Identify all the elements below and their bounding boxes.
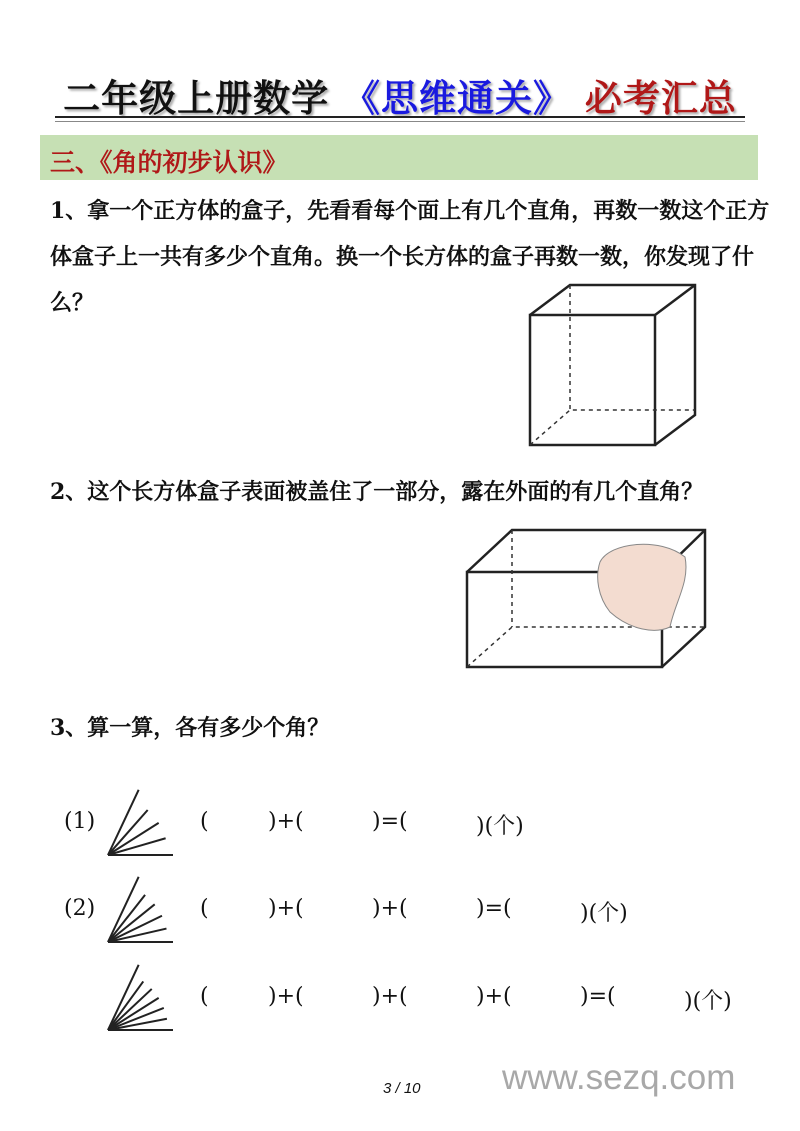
answer-blank-segment: )(个) bbox=[684, 989, 732, 1014]
question-3: 3、算一算，各有多少个角？ bbox=[50, 715, 330, 741]
answer-blank-segment: )(个) bbox=[580, 901, 628, 926]
answer-blank-segment: )(个) bbox=[476, 814, 524, 839]
answer-blank-segment: )+( bbox=[476, 984, 512, 1009]
section-header bbox=[40, 135, 758, 180]
title-summary: 必考汇总 bbox=[584, 76, 737, 120]
watermark: www.sezq.com bbox=[502, 1058, 736, 1097]
answer-blank-segment: )=( bbox=[476, 896, 512, 921]
exercise-label: (1) bbox=[64, 809, 96, 834]
section-title: 三、《角的初步认识》 bbox=[50, 148, 288, 177]
angle-rays-icon bbox=[100, 960, 175, 1040]
exercise-row bbox=[0, 785, 800, 865]
answer-blank-segment: ( bbox=[200, 984, 209, 1009]
cube-figure bbox=[505, 280, 710, 455]
answer-blank-segment: ( bbox=[200, 896, 209, 921]
answer-blank-segment: )+( bbox=[268, 809, 304, 834]
answer-blank-segment: )+( bbox=[372, 984, 408, 1009]
exercise-row bbox=[0, 960, 800, 1040]
answer-blank-segment: )=( bbox=[372, 809, 408, 834]
cuboid-figure bbox=[460, 522, 710, 674]
exercise-label: (2) bbox=[64, 896, 96, 921]
hand-cover bbox=[598, 544, 686, 630]
angle-rays-icon bbox=[100, 785, 175, 865]
title-underline bbox=[55, 116, 745, 122]
answer-blank-segment: )+( bbox=[268, 984, 304, 1009]
angle-rays-icon bbox=[100, 872, 175, 952]
page-number: 3 / 10 bbox=[383, 1080, 421, 1097]
exercise-row bbox=[0, 872, 800, 952]
question-2: 2、这个长方体盒子表面被盖住了一部分，露在外面的有几个直角？ bbox=[50, 479, 704, 505]
answer-blank-segment: ( bbox=[200, 809, 209, 834]
title-series: 《思维通关》 bbox=[343, 76, 571, 120]
question-1: 1、拿一个正方体的盒子，先看看每个面上有几个直角，再数一数这个正方体盒子上一共有多少个直角。换一个长方体的盒子再数一数，你发现了什么？ bbox=[50, 198, 770, 316]
answer-blank-segment: )=( bbox=[580, 984, 616, 1009]
answer-blank-segment: )+( bbox=[372, 896, 408, 921]
title-grade: 二年级上册数学 bbox=[63, 76, 330, 120]
answer-blank-segment: )+( bbox=[268, 896, 304, 921]
page-title bbox=[0, 68, 800, 122]
